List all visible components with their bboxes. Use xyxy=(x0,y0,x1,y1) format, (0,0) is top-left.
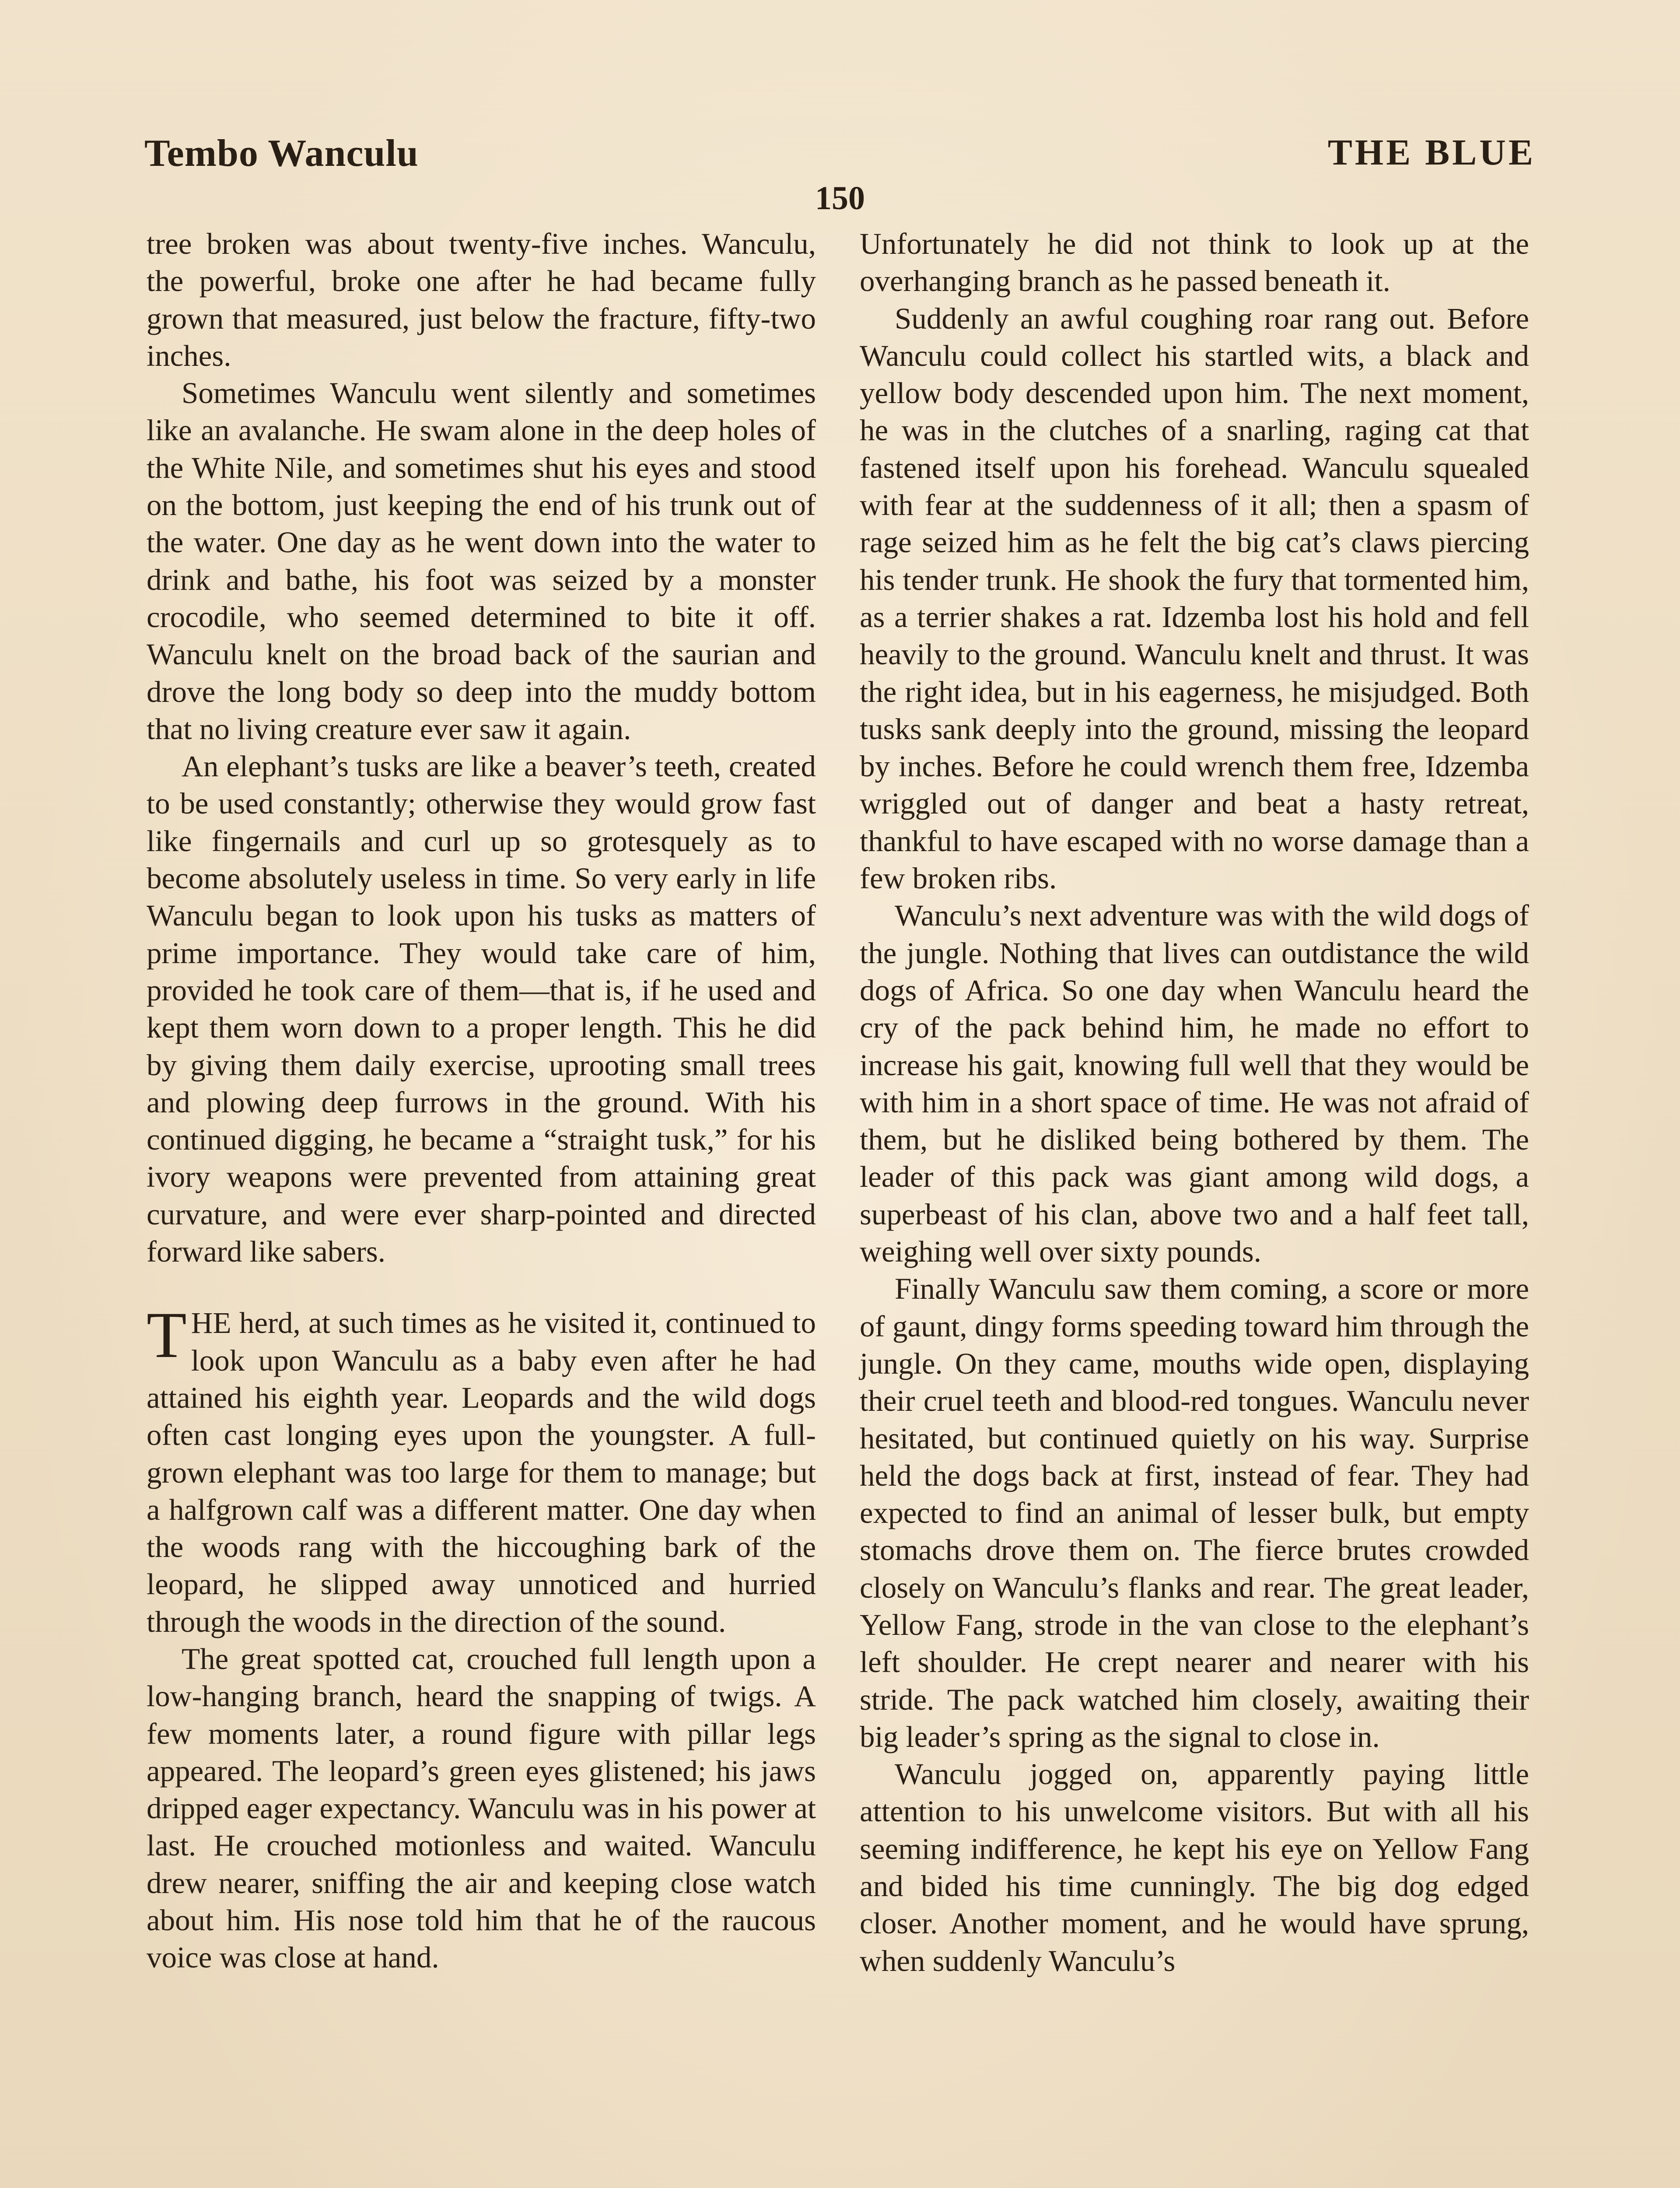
page-number: 150 xyxy=(815,180,865,217)
paragraph: Finally Wanculu saw them coming, a score or more of gaunt, dingy forms speeding toward him through the jungle. On they came, mouths wide open, displaying their cruel teeth and blood-red tongues. Wanculu never hesitated, but continued quietly on his way. Surprise held the dogs back at first, instead of fear. They had expected to find an animal of lesser bulk, but empty stomachs drove them on. The fierce brutes crowded closely on Wanculu’s flanks and rear. The great leader, Yellow Fang, strode in the van close to the elephant’s left shoulder. He crept nearer and nearer with his stride. The pack watched him closely, awaiting their big leader’s spring as the signal to close in. xyxy=(860,1272,1529,1753)
paragraph: Suddenly an awful coughing roar rang out. Before Wanculu could collect his startled wits, a black and yellow body descended upon him. The next moment, he was in the clutches of a snarling, raging cat that fastened itself upon his forehead. Wanculu squealed with fear at the suddenness of it all; then a spasm of rage seized him as he felt the big cat’s claws piercing his tender trunk. He shook the fury that tormented him, as a terrier shakes a rat. Idzemba lost his hold and fell heavily to the ground. Wanculu knelt and thrust. It was the right idea, but in his eagerness, he misjudged. Both tusks sank deeply into the ground, missing the leopard by inches. Before he could wrench them free, Idzemba wriggled out of danger and beat a hasty retreat, thankful to have escaped with no worse damage than a few broken ribs. xyxy=(860,302,1529,895)
left-column xyxy=(147,225,816,1977)
running-head-magazine: THE BLUE xyxy=(1327,132,1536,173)
section-paragraph xyxy=(147,1299,816,1641)
paragraph: Wanculu’s next adventure was with the wild dogs of the jungle. Nothing that lives can outdistance the wild dogs of Africa. So one day when Wanculu heard the cry of the pack behind him, he made no effort to increase his gait, knowing full well that they would be with him in a short space of time. He was not afraid of them, but he disliked being bothered by them. The leader of this pack was giant among wild dogs, a superbeast of his clan, above two and a half feet tall, weighing well over sixty pounds. xyxy=(860,899,1529,1269)
paragraph: Sometimes Wanculu went silently and sometimes like an avalanche. He swam alone in the deep holes of the White Nile, and sometimes shut his eyes and stood on the bottom, just keeping the end of his trunk out of the water. One day as he went down into the water to drink and bathe, his foot was seized by a monster crocodile, who seemed determined to bite it off. Wanculu knelt on the broad back of the saurian and drove the long body so deep into the muddy bottom that no living creature ever saw it again. xyxy=(147,376,816,746)
running-head-title: Tembo Wanculu xyxy=(144,132,419,175)
paragraph: tree broken was about twenty-five inches. Wanculu, the powerful, broke one after he had became fully grown that measured, just below the fracture, fifty-two inches. xyxy=(147,227,816,372)
right-column xyxy=(860,225,1529,1980)
paragraph: Wanculu jogged on, apparently paying little attention to his unwelcome visitors. But with all his seeming indifference, he kept his eye on Yellow Fang and bided his time cunningly. The big dog edged closer. Another moment, and he would have sprung, when suddenly Wanculu’s xyxy=(860,1757,1529,1978)
paragraph: Unfortunately he did not think to look up at the overhanging branch as he passed beneath it. xyxy=(860,227,1529,298)
paragraph: The great spotted cat, crouched full length upon a low-hanging branch, heard the snapping of twigs. A few moments later, a round figure with pillar legs appeared. The leopard’s green eyes glistened; his jaws dripped eager expectancy. Wanculu was in his power at last. He crouched motionless and waited. Wanculu drew nearer, sniffing the air and keeping close watch about him. His nose told him that he of the raucous voice was close at hand. xyxy=(147,1642,816,1974)
drop-cap: T xyxy=(147,1299,187,1372)
paragraph-text: HE herd, at such times as he visited it, continued to look upon Wanculu as a baby even after he had attained his eighth year. Leopards and the wild dogs often cast longing eyes upon the youngster. A full-grown elephant was too large for them to manage; but a halfgrown calf was a different matter. One day when the woods rang with the hiccoughing bark of the leopard, he slipped away unnoticed and hurried through the woods in the direction of the sound. xyxy=(147,1306,816,1638)
paragraph: An elephant’s tusks are like a beaver’s teeth, created to be used constantly; otherwise they would grow fast like fingernails and curl up so grotesquely as to become absolutely useless in time. So very early in life Wanculu began to look upon his tusks as matters of prime importance. They would take care of him, provided he took care of them—that is, if he used and kept them worn down to a proper length. This he did by giving them daily exercise, uprooting small trees and plowing deep furrows in the ground. With his continued digging, he became a “straight tusk,” for his ivory weapons were prevented from attaining great curvature, and were ever sharp-pointed and directed forward like sabers. xyxy=(147,750,816,1269)
